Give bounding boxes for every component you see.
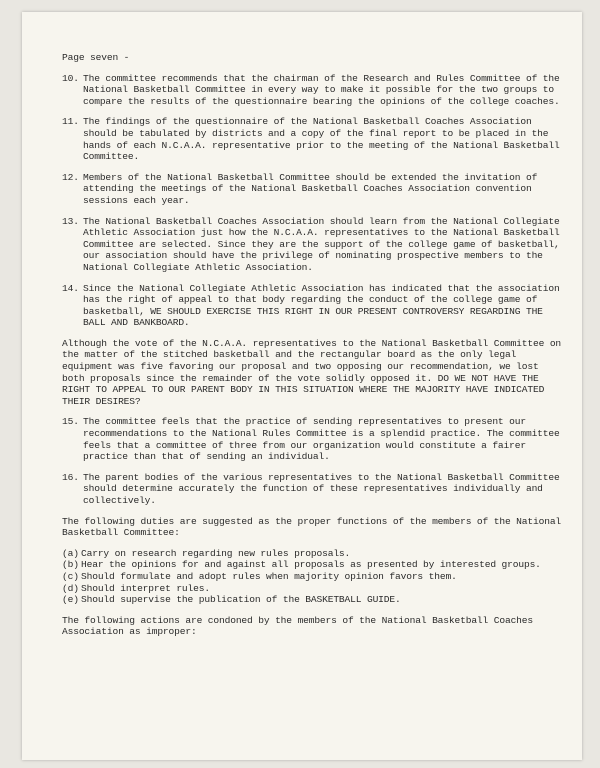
item-text: The committee recommends that the chairman of the Research and Rules Committee of the National Basketball Committee in every way to make it possible for the two groups to compare the results of the questionnaire bearing the opinions of the college coaches.: [83, 72, 560, 107]
item-text: Members of the National Basketball Committee should be extended the invitation of attending the meetings of the National Basketball Coaches Association convention sessions each year.: [83, 171, 538, 206]
duty-letter: (d): [62, 582, 79, 594]
duty-item: [62, 594, 562, 606]
duty-item: [62, 548, 562, 560]
list-item-13: [62, 216, 562, 274]
item-text: The findings of the questionnaire of the National Basketball Coaches Association should be tabulated by districts and a copy of the final report to be placed in the hands of each N.C.A.A. representative prior to the meeting of the National Basketball Committee.: [83, 116, 560, 163]
duty-letter: (e): [62, 594, 79, 606]
closing-paragraph: The following actions are condoned by the members of the National Basketball Coaches Association as improper:: [62, 614, 534, 638]
item-number: 12.: [62, 171, 79, 183]
duty-letter: (c): [62, 570, 79, 582]
item-text: The National Basketball Coaches Association should learn from the National Collegiate Athletic Association just how the N.C.A.A. representatives to the National Basketball Committee are selected. Since they are the support of the college game of basketball, our association should have the privilege of nominating prospective members to the National Collegiate Athletic Association.: [83, 215, 560, 273]
page-header: Page seven -: [62, 52, 130, 63]
item-number: 16.: [62, 471, 79, 483]
list-item-14: [62, 283, 562, 329]
document-content: [62, 52, 562, 647]
list-item-10: [62, 73, 562, 108]
list-item-16: [62, 472, 562, 507]
duties-intro: The following duties are suggested as the proper functions of the members of the National Basketball Committee:: [62, 515, 562, 539]
duty-letter: (a): [62, 547, 79, 559]
item-text: Since the National Collegiate Athletic Association has indicated that the association has the right of appeal to that body regarding the conduct of the college game of basketball, WE SHOULD EXERCISE THIS RIGHT IN OUR PRESENT CONTROVERSY REGARDING THE BALL AND BANKBOARD.: [83, 282, 560, 329]
duty-text: Carry on research regarding new rules proposals.: [81, 547, 351, 559]
duty-text: Should interpret rules.: [81, 582, 210, 594]
item-number: 14.: [62, 282, 79, 294]
list-item-12: [62, 172, 562, 207]
item-number: 15.: [62, 416, 79, 428]
duty-letter: (b): [62, 559, 79, 571]
duty-text: Hear the opinions for and against all proposals as presented by interested groups.: [81, 559, 541, 571]
duties-list: [62, 548, 562, 606]
item-number: 11.: [62, 116, 79, 128]
document-page: [22, 12, 582, 760]
duty-item: [62, 571, 562, 583]
item-number: 13.: [62, 215, 79, 227]
vote-paragraph: Although the vote of the N.C.A.A. representatives to the National Basketball Committee on the matter of the stitched basketball and the rectangular board as the only legal equipment was five favoring our proposal and two opposing our recommendation, we lost both proposals since the remainder of the vote solidly opposed it. DO WE NOT HAVE THE RIGHT TO APPEAL TO OUR PARENT BODY IN THIS SITUATION WHERE THE MAJORITY HAVE INDICATED THEIR DESIRES?: [62, 337, 562, 407]
item-text: The committee feels that the practice of sending representatives to present our recommendations to the National Rules Committee is a splendid practice. The committee feels that a committee of three from our organization would constitute a fairer practice than that of sending an individual.: [83, 416, 560, 463]
list-item-15: [62, 416, 562, 462]
item-text: The parent bodies of the various representatives to the National Basketball Committee should determine accurately the function of these representatives individually and collectively.: [83, 471, 560, 506]
list-item-11: [62, 116, 562, 162]
duty-text: Should supervise the publication of the BASKETBALL GUIDE.: [81, 594, 401, 606]
item-number: 10.: [62, 72, 79, 84]
duty-text: Should formulate and adopt rules when majority opinion favors them.: [81, 570, 457, 582]
duty-item: [62, 559, 562, 571]
duty-item: [62, 583, 562, 595]
